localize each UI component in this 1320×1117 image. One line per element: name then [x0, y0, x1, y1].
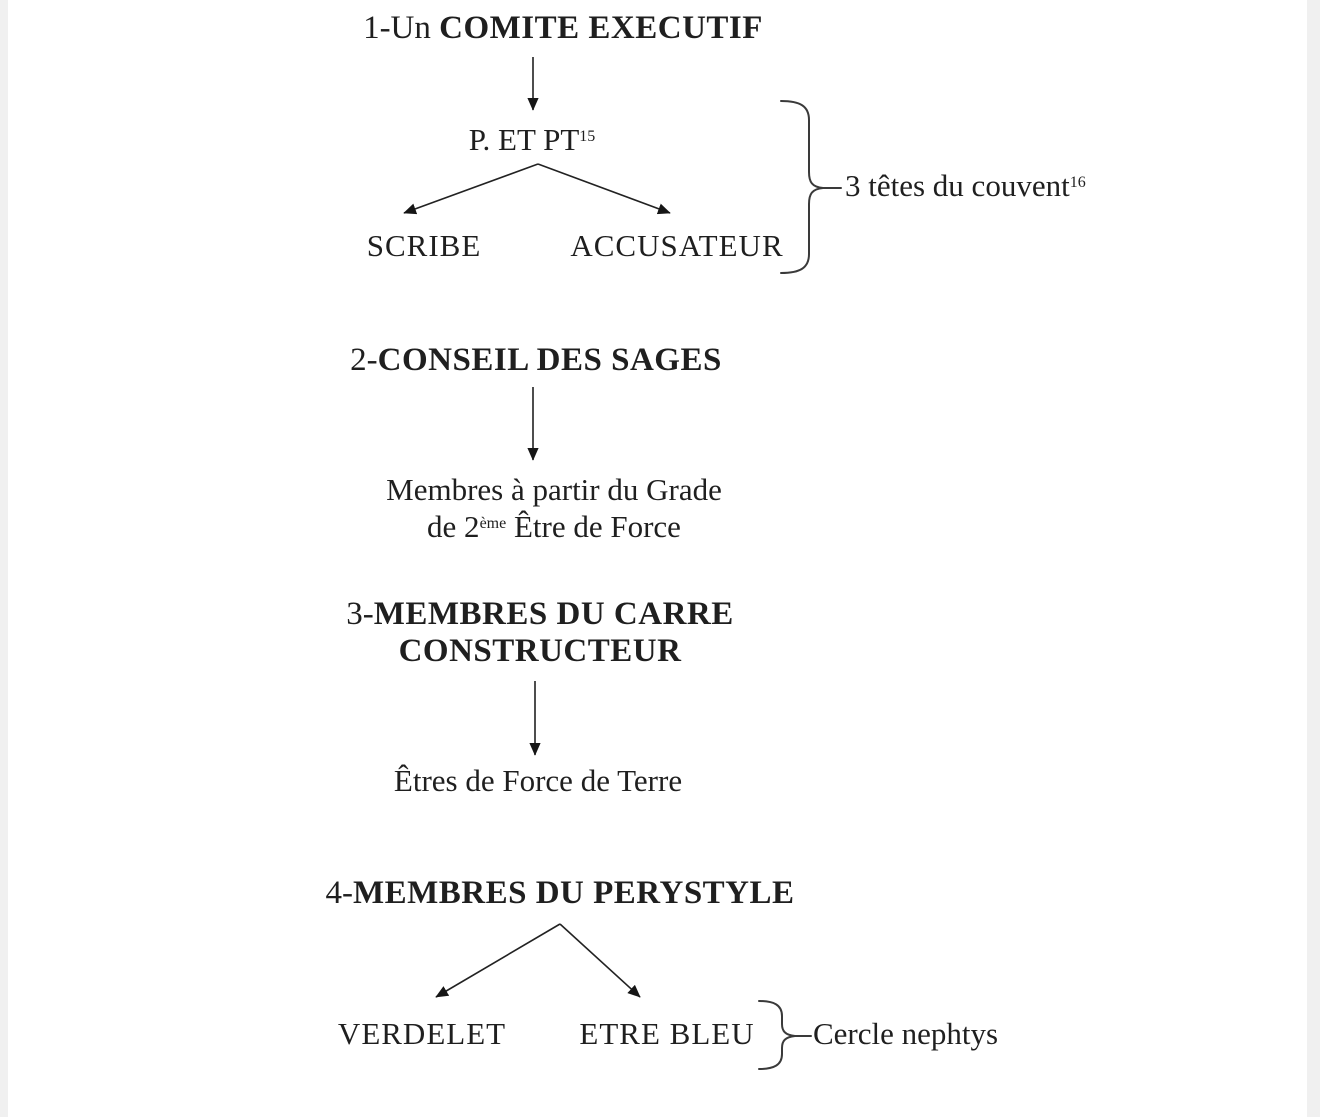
section3-title-line2: CONSTRUCTEUR [398, 633, 682, 669]
section2-number: 2- [350, 342, 378, 378]
ordinal-sup: ème [479, 515, 507, 532]
node-etre-bleu-label: ETRE BLEU [579, 1016, 755, 1051]
section4-number: 4- [325, 875, 353, 911]
branch-arrow-left-1 [404, 164, 538, 213]
brace1-label [845, 167, 1086, 205]
section2-result-line2-post: Être de Force [506, 509, 681, 544]
section3-result-text: Êtres de Force de Terre [393, 763, 683, 798]
branch-arrow-left-4 [436, 924, 560, 997]
section2-result-line2 [344, 508, 764, 545]
section2-title-text: CONSEIL DES SAGES [377, 342, 722, 378]
section1-child-text: P. ET PT [468, 122, 580, 157]
node-etre-bleu [579, 1015, 754, 1053]
section3-title [330, 596, 750, 670]
right-brace-2 [759, 1001, 795, 1069]
node-accusateur [570, 227, 783, 265]
node-scribe [367, 227, 482, 265]
section1-title [363, 9, 763, 47]
section2-title [350, 341, 722, 379]
section2-result-line2-pre: de 2 [427, 509, 480, 544]
page-left-edge [0, 0, 8, 1117]
section4-title [325, 874, 794, 912]
node-accusateur-label: ACCUSATEUR [570, 228, 784, 263]
branch-arrow-right-1 [538, 164, 670, 213]
section1-title-text: COMITE EXECUTIF [439, 10, 763, 46]
section1-number: 1-Un [363, 10, 440, 46]
section4-title-text: MEMBRES DU PERYSTYLE [352, 875, 795, 911]
right-brace-1 [781, 101, 823, 273]
brace2-label [813, 1015, 998, 1053]
branch-arrow-right-4 [560, 924, 640, 997]
section3-number: 3- [346, 596, 374, 632]
section2-result [344, 471, 764, 545]
section3-title-line1 [330, 596, 750, 633]
brace2-label-text: Cercle nephtys [813, 1016, 999, 1051]
node-verdelet-label: VERDELET [337, 1016, 507, 1051]
footnote-ref-15: 15 [579, 128, 596, 145]
section3-result [394, 762, 682, 800]
footnote-ref-16: 16 [1069, 174, 1086, 191]
node-verdelet [338, 1015, 506, 1053]
section1-child [469, 121, 596, 159]
brace1-label-text: 3 têtes du couvent [845, 168, 1070, 203]
node-scribe-label: SCRIBE [366, 228, 482, 263]
section3-title-text1: MEMBRES DU CARRE [373, 596, 734, 632]
page-right-edge [1307, 0, 1320, 1117]
section2-result-line1: Membres à partir du Grade [386, 472, 722, 507]
